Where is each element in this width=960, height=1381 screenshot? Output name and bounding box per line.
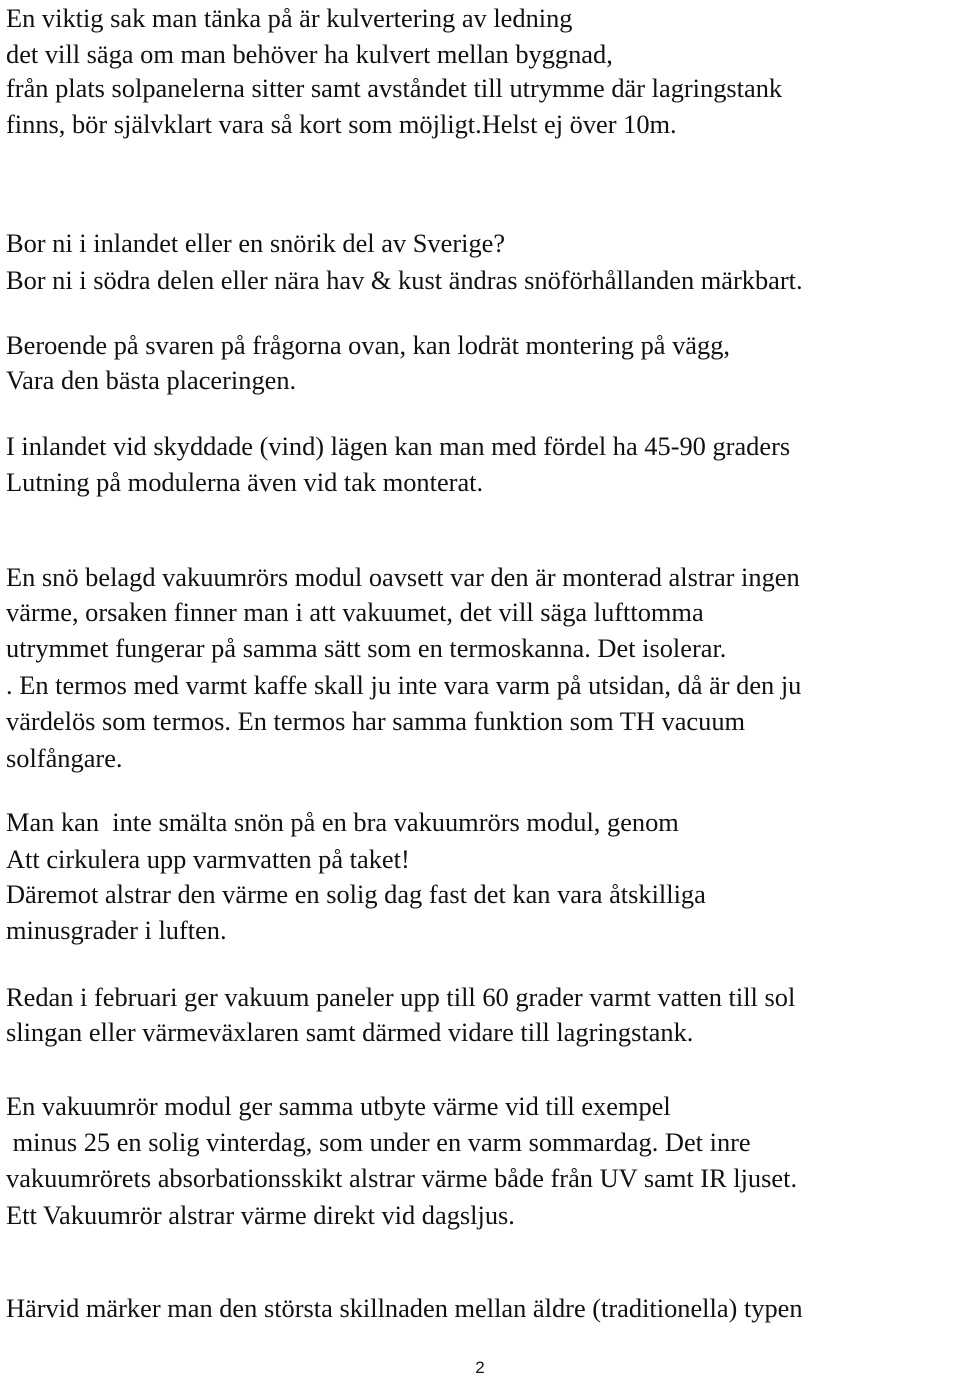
- text-line: minus 25 en solig vinterdag, som under en varm sommardag. Det inre: [6, 1127, 751, 1157]
- text-line: Beroende på svaren på frågorna ovan, kan lodrät montering på vägg,: [6, 330, 731, 360]
- text-line: Ett Vakuumrör alstrar värme direkt vid dagsljus.: [6, 1200, 515, 1230]
- text-line: finns, bör självklart vara så kort som möjligt.Helst ej över 10m.: [6, 109, 677, 139]
- text-line: Bor ni i södra delen eller nära hav & kust ändras snöförhållanden märkbart.: [6, 265, 803, 295]
- text-line: Redan i februari ger vakuum paneler upp till 60 grader varmt vatten till sol: [6, 982, 796, 1012]
- text-line: värdelös som termos. En termos har samma funktion som TH vacuum: [6, 706, 746, 736]
- text-line: Bor ni i inlandet eller en snörik del av Sverige?: [6, 228, 506, 258]
- text-line: värme, orsaken finner man i att vakuumet, det vill säga lufttomma: [6, 597, 704, 627]
- text-line: En vakuumrör modul ger samma utbyte värme vid till exempel: [6, 1091, 671, 1121]
- text-line: det vill säga om man behöver ha kulvert mellan byggnad,: [6, 39, 613, 69]
- text-line: utrymmet fungerar på samma sätt som en termoskanna. Det isolerar.: [6, 633, 727, 663]
- text-line: En snö belagd vakuumrörs modul oavsett var den är monterad alstrar ingen: [6, 562, 800, 592]
- text-line: Däremot alstrar den värme en solig dag fast det kan vara åtskilliga: [6, 879, 706, 909]
- text-line: från plats solpanelerna sitter samt avståndet till utrymme där lagringstank: [6, 73, 783, 103]
- text-line: minusgrader i luften.: [6, 915, 227, 945]
- text-line: Härvid märker man den största skillnaden mellan äldre (traditionella) typen: [6, 1293, 803, 1323]
- page-number: 2: [475, 1358, 485, 1377]
- text-line: Man kan inte smälta snön på en bra vakuumrörs modul, genom: [6, 807, 679, 837]
- text-line: Lutning på modulerna även vid tak monterat.: [6, 467, 484, 497]
- text-line: En viktig sak man tänka på är kulvertering av ledning: [6, 3, 573, 33]
- text-line: Att cirkulera upp varmvatten på taket!: [6, 844, 410, 874]
- text-line: Vara den bästa placeringen.: [6, 365, 297, 395]
- text-line: solfångare.: [6, 743, 123, 773]
- text-line: slingan eller värmeväxlaren samt därmed vidare till lagringstank.: [6, 1017, 694, 1047]
- text-line: . En termos med varmt kaffe skall ju inte vara varm på utsidan, då är den ju: [6, 670, 802, 700]
- text-line: vakuumrörets absorbationsskikt alstrar värme både från UV samt IR ljuset.: [6, 1163, 798, 1193]
- text-line: I inlandet vid skyddade (vind) lägen kan man med fördel ha 45-90 graders: [6, 431, 791, 461]
